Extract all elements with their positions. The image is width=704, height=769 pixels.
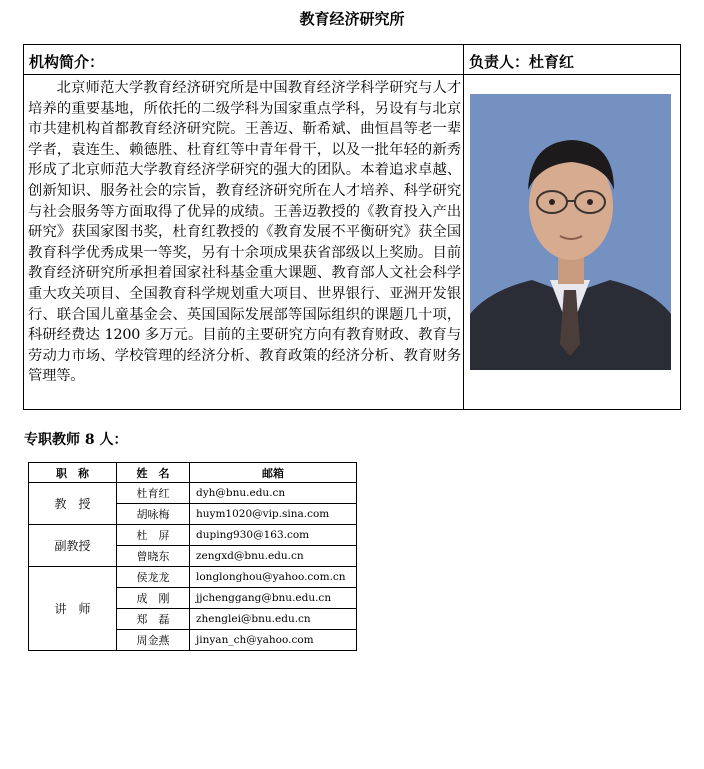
staff-name: 杜 屏 — [117, 525, 190, 546]
header-name: 姓 名 — [117, 463, 190, 483]
staff-email[interactable]: jjchenggang@bnu.edu.cn — [190, 588, 357, 609]
staff-name: 成 刚 — [117, 588, 190, 609]
intro-text: 北京师范大学教育经济研究所是中国教育经济学科学研究与人才培养的重要基地，所依托的二级学科为国家重点学科，另设有与北京市共建机构首都教育经济研究院。王善迈、靳希斌、曲恒昌等老一辈学者，袁连生、赖德胜、杜育红等中青年骨干，以及一批年轻的新秀形成了北京师范大学教育经济学研究的强大的团队。本着追求卓越、创新知识、服务社会的宗旨，教育经济研究所在人才培养、科学研究与社会服务等方面取得了优异的成绩。王善迈教授的《教育投入产出研究》获国家图书奖，杜育红教授的《教育发展不平衡研究》获全国教育科学优秀成果一等奖，另有十余项成果获省部级以上奖励。目前教育经济研究所承担着国家社科基金重大课题、教育部人文社会科学重大攻关项目、全国教育科学规划重大项目、世界银行、亚洲开发银行、联合国儿童基金会、英国国际发展部等国际组织的课题几十项，科研经费达 1200 多万元。目前的主要研究方向有教育财政、教育与劳动力市场、学校管理的经济分析、教育政策的经济分析、教育财务管理等。 — [24, 75, 464, 410]
intro-heading: 机构简介： — [29, 53, 105, 71]
staff-email[interactable]: dyh@bnu.edu.cn — [190, 483, 357, 504]
staff-name: 胡咏梅 — [117, 504, 190, 525]
page-title: 教育经济研究所 — [299, 10, 405, 28]
leader-cell — [464, 45, 681, 75]
staff-name: 杜育红 — [117, 483, 190, 504]
staff-email[interactable]: huym1020@vip.sina.com — [190, 504, 357, 525]
staff-table — [28, 462, 357, 651]
staff-name: 郑 磊 — [117, 609, 190, 630]
staff-email[interactable]: zengxd@bnu.edu.cn — [190, 546, 357, 567]
staff-email[interactable]: zhenglei@bnu.edu.cn — [190, 609, 357, 630]
rank-associate-professor: 副教授 — [29, 525, 117, 567]
staff-name: 侯龙龙 — [117, 567, 190, 588]
header-title: 职 称 — [29, 463, 117, 483]
photo-cell — [464, 75, 681, 410]
staff-name: 曾晓东 — [117, 546, 190, 567]
intro-heading-cell — [24, 45, 464, 75]
staff-count: 专职教师 8 人： — [24, 432, 128, 448]
staff-email[interactable]: duping930@163.com — [190, 525, 357, 546]
rank-lecturer: 讲 师 — [29, 567, 117, 651]
portrait-illustration — [470, 94, 671, 370]
header-email: 邮箱 — [190, 463, 357, 483]
table-row — [29, 567, 357, 588]
table-row — [29, 483, 357, 504]
staff-email[interactable]: longlonghou@yahoo.com.cn — [190, 567, 357, 588]
leader-photo — [470, 94, 671, 370]
intro-table — [23, 44, 681, 410]
table-row — [29, 525, 357, 546]
staff-name: 周金燕 — [117, 630, 190, 651]
leader-label: 负责人：杜育红 — [469, 53, 575, 71]
staff-email[interactable]: jinyan_ch@yahoo.com — [190, 630, 357, 651]
rank-professor: 教 授 — [29, 483, 117, 525]
